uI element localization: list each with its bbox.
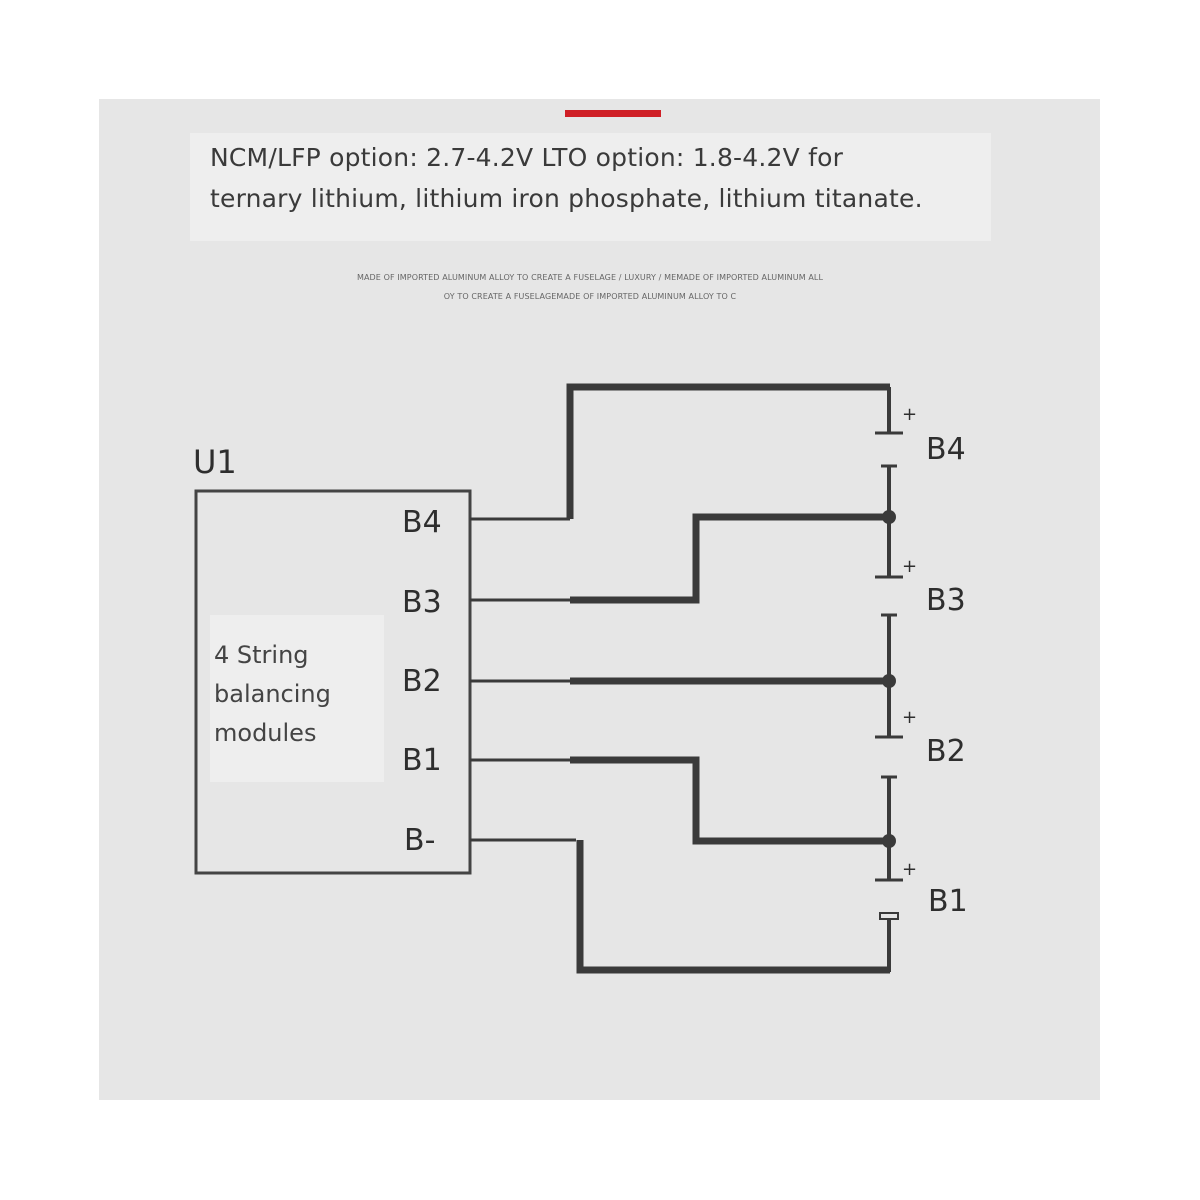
junction-dot-b1 xyxy=(882,834,896,848)
wire-b1 xyxy=(570,760,890,841)
fine-print-line-2: OY TO CREATE A FUSELAGEMADE OF IMPORTED ALUMINUM ALLOY TO C xyxy=(443,292,737,301)
cell-b1-polarity: + xyxy=(902,859,918,880)
cell-label-b1: B1 xyxy=(928,884,968,919)
cell-label-b3: B3 xyxy=(926,583,966,618)
module-note-line-3: modules xyxy=(214,719,317,747)
wire-b4 xyxy=(570,387,890,519)
junction-dot-b2 xyxy=(882,674,896,688)
pin-label-bminus: B- xyxy=(404,823,436,858)
pin-label-b1: B1 xyxy=(402,743,442,778)
caption-line-1: NCM/LFP option: 2.7-4.2V LTO option: 1.8-4.2V for xyxy=(210,143,844,172)
junction-dot-b3 xyxy=(882,510,896,524)
cell-label-b4: B4 xyxy=(926,432,966,467)
cell-b2-polarity: + xyxy=(902,707,918,728)
cell-label-b2: B2 xyxy=(926,734,966,769)
pin-label-b4: B4 xyxy=(402,505,442,540)
pin-label-b3: B3 xyxy=(402,585,442,620)
wire-b3 xyxy=(570,517,890,600)
caption-line-2: ternary lithium, lithium iron phosphate, lithium titanate. xyxy=(210,184,923,213)
cell-b3-polarity: + xyxy=(902,556,918,577)
pin-label-b2: B2 xyxy=(402,664,442,699)
cell-b1-minus-plate xyxy=(880,913,898,919)
module-note-line-2: balancing xyxy=(214,680,331,708)
module-note-line-1: 4 String xyxy=(214,641,309,669)
wire-bminus xyxy=(580,840,890,970)
fine-print-line-1: MADE OF IMPORTED ALUMINUM ALLOY TO CREATE A FUSELAGE / LUXURY / MEMADE OF IMPORTED ALUMINUM ALL xyxy=(356,273,824,282)
module-ref: U1 xyxy=(193,443,237,481)
cell-b4-polarity: + xyxy=(902,404,918,425)
